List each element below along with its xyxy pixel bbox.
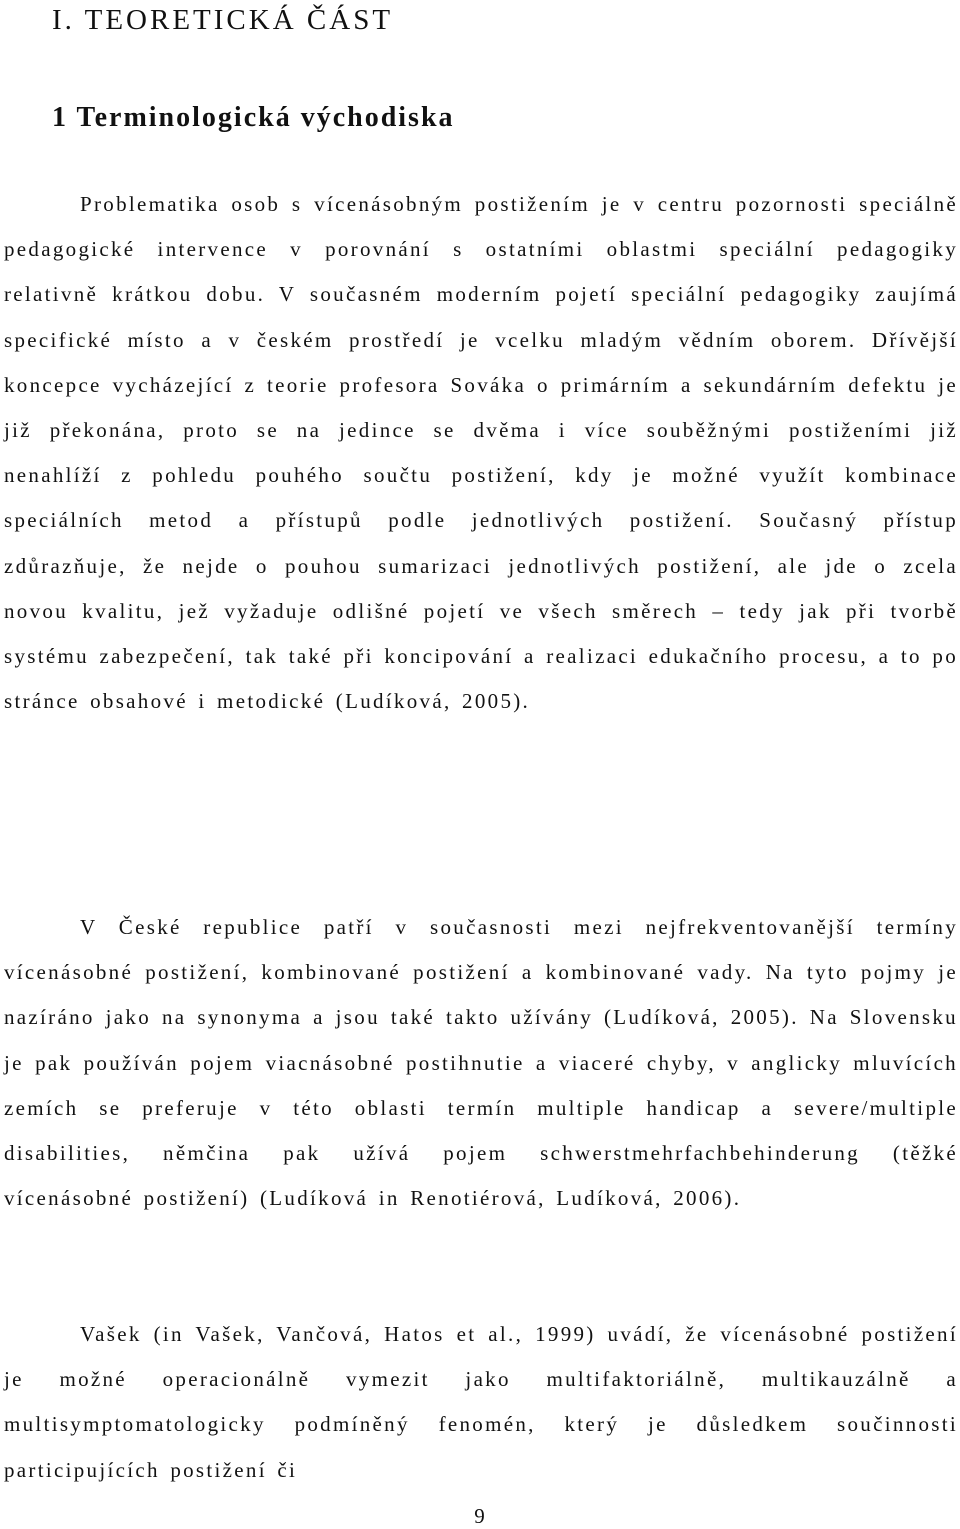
body-paragraph: Problematika osob s vícenásobným postižením je v centru pozornosti speciálně pedagogické intervence v porovnání s ostatními oblastmi speciální pedagogiky relativně krátkou dobu. V současném moderním pojetí speciální pedagogiky zaujímá specifické místo a v českém prostředí je vcelku mladým vědním oborem. Dřívější koncepce vycházející z teorie profesora Sováka o primárním a sekundárním defektu je již překonána, proto se na jedince se dvěma i více souběžnými postiženími již nenahlíží z pohledu pouhého součtu postižení, kdy je možné využít kombinace speciálních metod a přístupů podle jednotlivých postižení. Současný přístup zdůrazňuje, že nejde o pouhou sumarizaci jednotlivých postižení, ale jde o zcela novou kvalitu, jež vyžaduje odlišné pojetí ve všech směrech – tedy jak při tvorbě systému zabezpečení, tak také při koncipování a realizaci edukačního procesu, a to po stránce obsahové i metodické (Ludíková, 2005). [4,192,958,714]
body-paragraph: Vašek (in Vašek, Vančová, Hatos et al., 1999) uvádí, že vícenásobné postižení je možné operacionálně vymezit jako multifaktoriálně, multikauzálně a multisymptomatologicky podmíněný fenomén, který je důsledkem součinnosti participujících postižení či [4,1322,958,1482]
body-paragraph: V České republice patří v současnosti mezi nejfrekventovanější termíny vícenásobné postižení, kombinované postižení a kombinované vady. Na tyto pojmy je nazíráno jako na synonyma a jsou také takto užívány (Ludíková, 2005). Na Slovensku je pak používán pojem viacnásobné postihnutie a viaceré chyby, v anglicky mluvících zemích se preferuje v této oblasti termín multiple handicap a severe/multiple disabilities, němčina pak užívá pojem schwerstmehrfachbehinderung (těžké vícenásobné postižení) (Ludíková in Renotiérová, Ludíková, 2006). [4,915,958,1211]
page-number: 9 [474,1504,486,1528]
section-title: 1 Terminologická východiska [52,102,455,133]
chapter-title: I. TEORETICKÁ ČÁST [52,4,394,36]
